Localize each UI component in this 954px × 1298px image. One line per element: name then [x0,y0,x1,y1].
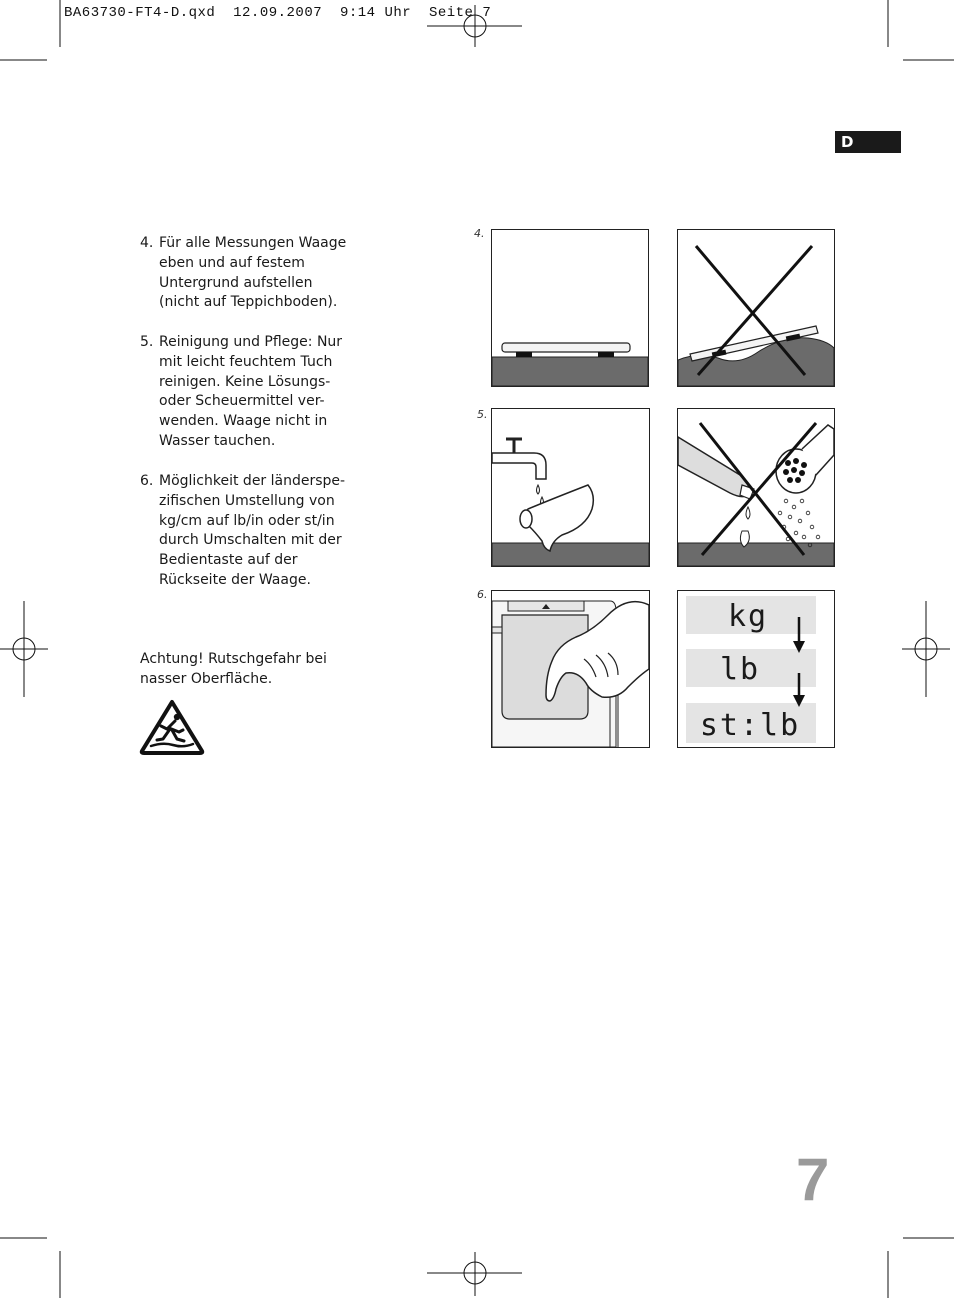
file-slug: BA63730-FT4-D.qxd 12.09.2007 9:14 Uhr Seite 7 [64,5,492,21]
figure-damp-cloth-cleaning [491,408,650,567]
instruction-number: 6. [140,473,154,489]
display-unit-kg: kg [727,599,769,634]
figure-scale-on-flat-floor [491,229,649,387]
figure-press-unit-switch [491,590,650,748]
figure-label-6: 6. [477,588,488,601]
instruction-number: 4. [140,235,154,251]
figure-scale-on-carpet-crossed [677,229,835,387]
figure-label-4: 4. [474,227,485,240]
language-tab: D [835,131,901,153]
figure-label-5: 5. [477,408,488,421]
figure-no-solvents-crossed [677,408,835,567]
page-number: 7 [796,1146,830,1213]
instruction-number: 5. [140,334,154,350]
instruction-text: Möglichkeit der länderspe- zifischen Umstellung von kg/cm auf lb/in oder st/in durch Umschalten mit der Bedientaste auf der Rückseite der Waage. [159,473,346,588]
figure-unit-display-cycle [677,590,835,748]
display-unit-stlb: st:lb [699,708,801,743]
instruction-text: Reinigung und Pflege: Nur mit leicht feuchtem Tuch reinigen. Keine Lösungs- oder Scheuermittel ver- wenden. Waage nicht in Wasser tauchen. [159,334,343,449]
display-unit-lb: lb [719,652,761,687]
instruction-text: Für alle Messungen Waage eben und auf festem Untergrund aufstellen (nicht auf Teppichboden). [159,235,347,311]
slip-warning-text: Achtung! Rutschgefahr bei nasser Oberfläche. [140,651,327,687]
slip-hazard-icon [139,699,205,755]
